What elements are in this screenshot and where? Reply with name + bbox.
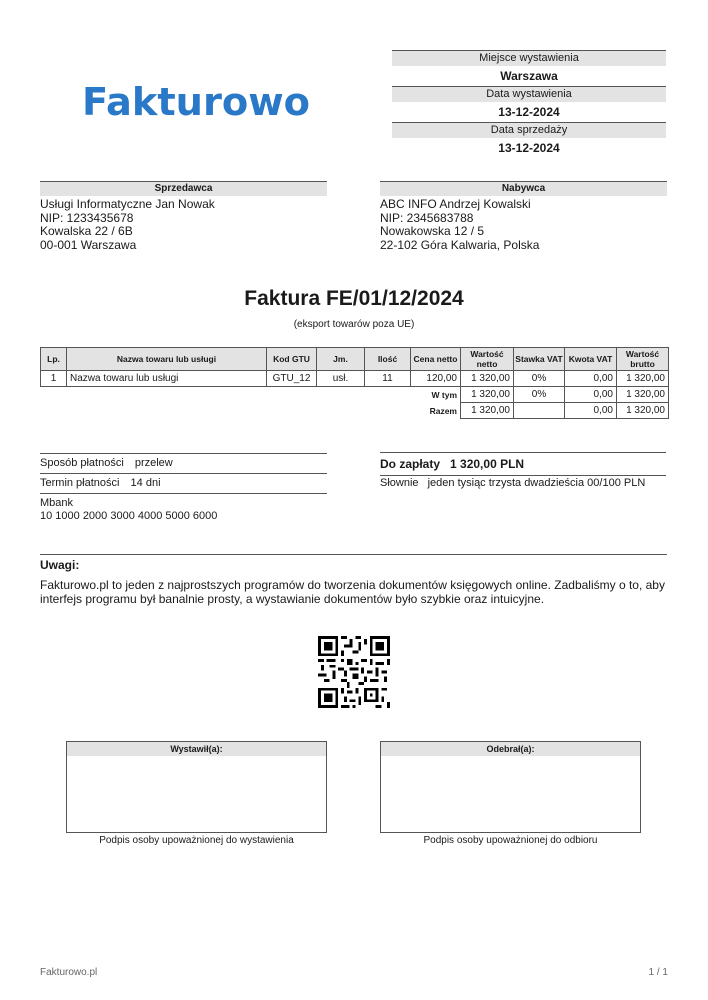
col-vat-amount: Kwota VAT	[565, 348, 617, 371]
buyer-street: Nowakowska 12 / 5	[380, 224, 485, 239]
issuer-caption: Podpis osoby upoważnionej do wystawienia	[99, 835, 294, 846]
bank-account: 10 1000 2000 3000 4000 5000 6000	[40, 509, 218, 522]
subtotal-gross: 1 320,00	[617, 387, 669, 403]
notes-section	[40, 554, 667, 606]
receiver-signature-box	[380, 741, 641, 833]
payment-method-label: Sposób płatności	[40, 457, 124, 469]
sale-date-value: 13-12-2024	[498, 141, 560, 155]
seller-street: Kowalska 22 / 6B	[40, 224, 133, 239]
seller-section	[40, 181, 327, 252]
seller-city: 00-001 Warszawa	[40, 237, 137, 252]
items-table	[40, 347, 669, 419]
footer-site: Fakturowo.pl	[40, 967, 98, 978]
col-qty: Ilość	[365, 348, 411, 371]
subtotal-row	[41, 387, 669, 403]
footer-page-number: 1 / 1	[648, 967, 668, 978]
col-vat-rate: Stawka VAT	[514, 348, 565, 371]
invoice-subtitle: (eksport towarów poza UE)	[293, 319, 415, 330]
seller-header: Sprzedawca	[40, 181, 327, 196]
col-unit: Jm.	[317, 348, 365, 371]
table-row	[41, 371, 669, 387]
cell-vat-rate: 0%	[514, 371, 565, 387]
place-label: Miejsce wystawienia	[392, 50, 666, 66]
col-gross-value: Wartość brutto	[617, 348, 669, 371]
cell-net-price: 120,00	[411, 371, 461, 387]
invoice-meta	[392, 50, 666, 158]
logo-text: Fakturowo	[82, 80, 310, 124]
subtotal-vat-rate: 0%	[514, 387, 565, 403]
bank-name: Mbank	[40, 497, 74, 509]
items-header-row	[41, 348, 669, 371]
amount-due-label: Do zapłaty	[380, 457, 441, 471]
receiver-signature	[380, 741, 641, 846]
issuer-signature	[66, 741, 327, 846]
cell-name: Nazwa towaru lub usługi	[67, 371, 267, 387]
buyer-header: Nabywca	[380, 181, 667, 196]
payment-term-value: 14 dni	[130, 477, 161, 489]
cell-gtu: GTU_12	[267, 371, 317, 387]
notes-text: Fakturowo.pl to jeden z najprostszych programów do tworzenia dokumentów księgowych online. Zadbaliśmy o to, aby interfejs programu był banalnie prosty, a wystawianie dokumentów było szybkie oraz intuicyjne.	[40, 578, 665, 606]
payment-method-row	[40, 453, 327, 473]
amount-due-value: 1 320,00 PLN	[450, 457, 525, 471]
total-gross: 1 320,00	[617, 403, 669, 419]
cell-net-value: 1 320,00	[461, 371, 514, 387]
words-value: jeden tysiąc trzysta dwadzieścia 00/100 PLN	[427, 477, 646, 489]
payment-term-label: Termin płatności	[40, 477, 120, 489]
receiver-caption: Podpis osoby upoważnionej do odbioru	[423, 835, 598, 846]
col-name: Nazwa towaru lub usługi	[67, 348, 267, 371]
total-vat-rate	[514, 403, 565, 419]
col-lp: Lp.	[41, 348, 67, 371]
subtotal-vat-amount: 0,00	[565, 387, 617, 403]
subtotal-label: W tym	[431, 389, 457, 400]
amount-due	[380, 452, 666, 476]
issuer-header: Wystawił(a):	[67, 742, 326, 756]
fakturowo-logo	[82, 78, 322, 124]
notes-label: Uwagi:	[40, 558, 80, 572]
buyer-city: 22-102 Góra Kalwaria, Polska	[380, 237, 540, 252]
total-net: 1 320,00	[461, 403, 514, 419]
cell-vat-amount: 0,00	[565, 371, 617, 387]
invoice-title: Faktura FE/01/12/2024	[244, 287, 464, 310]
payment-method-value: przelew	[134, 457, 173, 469]
total-row	[41, 403, 669, 419]
bank-details	[40, 493, 327, 522]
total-label: Razem	[429, 405, 457, 416]
issue-date-value: 13-12-2024	[498, 105, 560, 119]
seller-name: Usługi Informatyczne Jan Nowak	[40, 197, 215, 211]
cell-lp: 1	[41, 371, 67, 387]
col-net-value: Wartość netto	[461, 348, 514, 371]
issue-date-label: Data wystawienia	[392, 86, 666, 102]
words-label: Słownie	[380, 477, 419, 489]
receiver-header: Odebrał(a):	[381, 742, 640, 756]
buyer-name: ABC INFO Andrzej Kowalski	[380, 197, 531, 211]
sale-date-label: Data sprzedaży	[392, 122, 666, 138]
cell-gross-value: 1 320,00	[617, 371, 669, 387]
subtotal-net: 1 320,00	[461, 387, 514, 403]
cell-qty: 11	[365, 371, 411, 387]
seller-nip: NIP: 1233435678	[40, 210, 134, 225]
col-net-price: Cena netto	[411, 348, 461, 371]
total-vat-amount: 0,00	[565, 403, 617, 419]
col-gtu: Kod GTU	[267, 348, 317, 371]
cell-unit: usł.	[317, 371, 365, 387]
buyer-nip: NIP: 2345683788	[380, 210, 474, 225]
qr-code-icon	[318, 636, 390, 708]
buyer-section	[380, 181, 667, 252]
amount-in-words	[380, 477, 666, 489]
place-value: Warszawa	[500, 69, 558, 83]
payment-term-row	[40, 473, 327, 493]
issuer-signature-box	[66, 741, 327, 833]
